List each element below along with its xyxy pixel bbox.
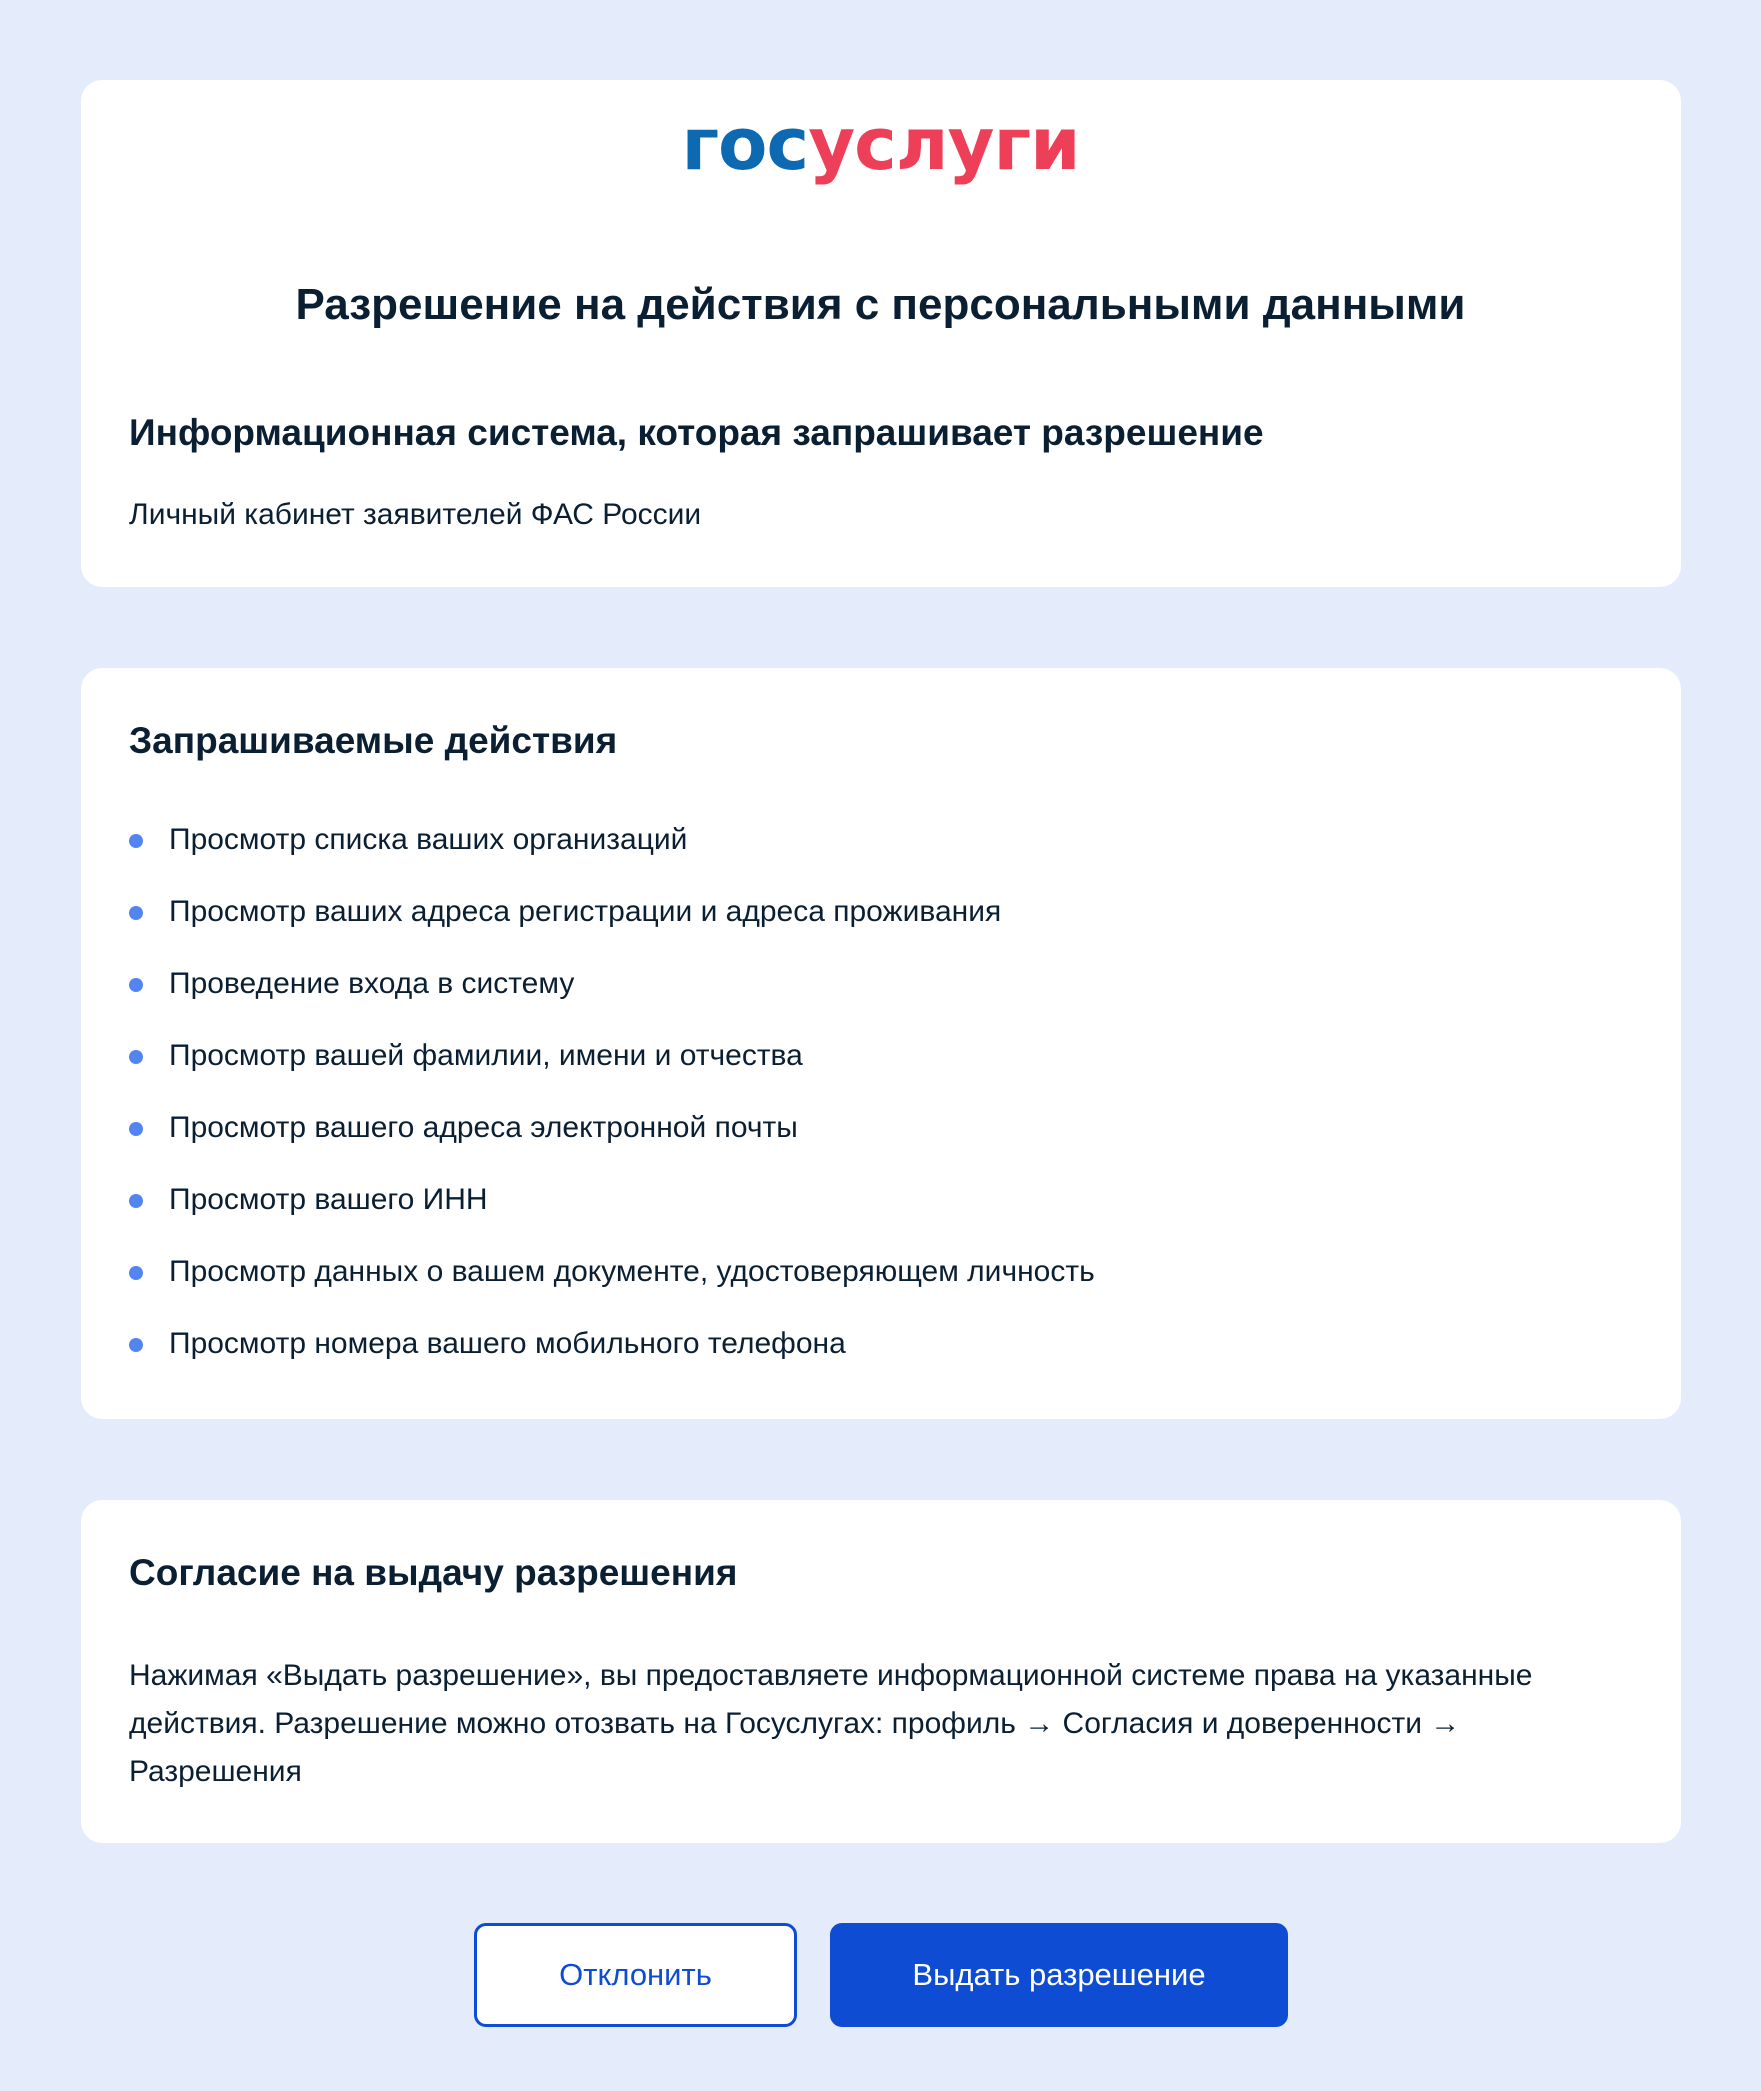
actions-section-title: Запрашиваемые действия [129,720,618,761]
bullet-dot-icon [129,1194,143,1208]
list-item [129,1252,1095,1324]
info-section-title: Информационная система, которая запрашивает разрешение [129,412,1264,453]
bullet-dot-icon [129,834,143,848]
actions-list [129,820,1095,1396]
action-label: Просмотр номера вашего мобильного телефона [169,1327,846,1360]
action-label: Просмотр вашего ИНН [169,1183,488,1216]
list-item [129,964,1095,1036]
action-label: Просмотр вашего адреса электронной почты [169,1111,798,1144]
list-item [129,1324,1095,1396]
action-label: Просмотр данных о вашем документе, удостоверяющем личность [169,1255,1095,1288]
bullet-dot-icon [129,906,143,920]
grant-permission-button[interactable]: Выдать разрешение [830,1923,1288,2027]
action-label: Просмотр ваших адреса регистрации и адреса проживания [169,895,1002,928]
system-name: Личный кабинет заявителей ФАС России [129,498,702,531]
gosuslugi-logo [0,102,1761,186]
bullet-dot-icon [129,1050,143,1064]
list-item [129,1036,1095,1108]
logo-part-uslugi: услуги [808,102,1080,186]
action-label: Просмотр вашей фамилии, имени и отчества [169,1039,803,1072]
consent-text: Нажимая «Выдать разрешение», вы предоставляете информационной системе права на указанные действия. Разрешение можно отозвать на Госуслугах: профиль → Согласия и доверенности → Разрешения [129,1659,1533,1788]
action-label: Проведение входа в систему [169,967,575,1000]
list-item [129,820,1095,892]
list-item [129,892,1095,964]
page-title: Разрешение на действия с персональными данными [295,280,1466,329]
decline-button[interactable]: Отклонить [474,1923,797,2027]
bullet-dot-icon [129,1338,143,1352]
bullet-dot-icon [129,1266,143,1280]
action-label: Просмотр списка ваших организаций [169,823,688,856]
bullet-dot-icon [129,978,143,992]
list-item [129,1108,1095,1180]
logo-part-gos: гос [681,102,809,186]
list-item [129,1180,1095,1252]
bullet-dot-icon [129,1122,143,1136]
consent-section-title: Согласие на выдачу разрешения [129,1552,738,1593]
